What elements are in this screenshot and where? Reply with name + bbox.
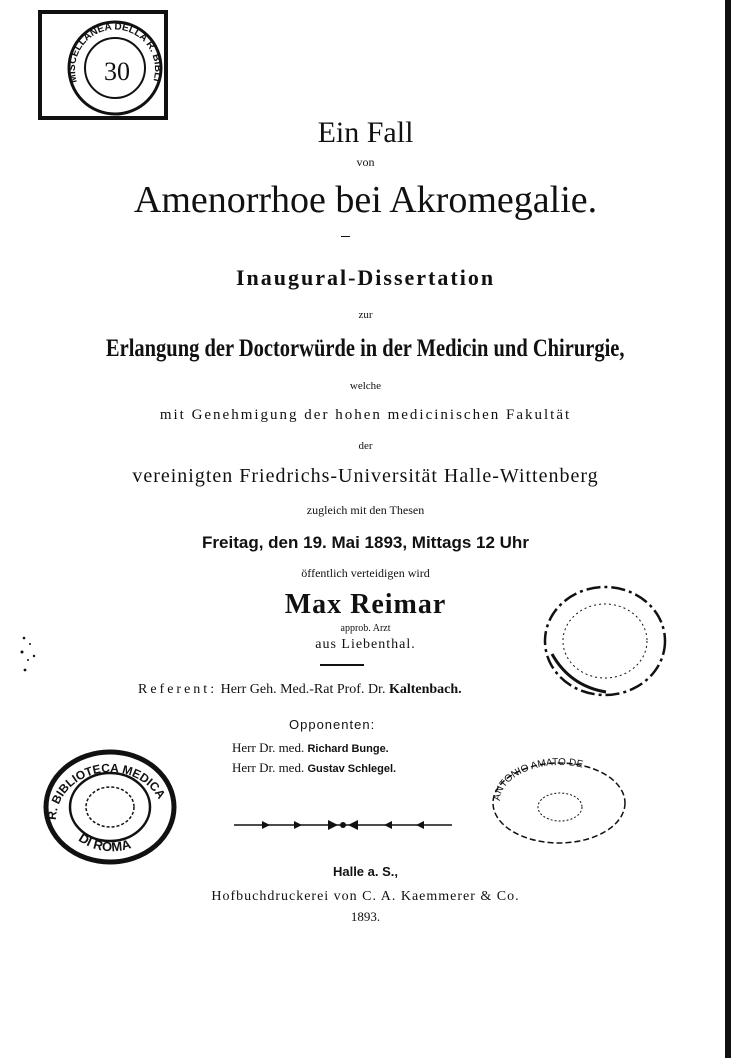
imprint-printer: Hofbuchdruckerei von C. A. Kaemmerer & Co. — [211, 889, 520, 904]
author-title: approb. Arzt — [340, 623, 391, 634]
scan-edge — [725, 0, 731, 1058]
svg-text:ANTONIO AMATO DE — [492, 757, 584, 802]
title-separator — [341, 236, 350, 237]
decorative-ornament — [232, 818, 454, 832]
main-title: Amenorrhoe bei Akromegalie. — [133, 179, 598, 221]
author-origin: aus Liebenthal. — [315, 637, 416, 652]
stamp-bottom-left-bottom-text: DI ROMA — [76, 830, 133, 855]
purpose-line: Erlangung der Doctorwürde in der Medicin und Chirurgie, — [106, 335, 625, 362]
author-separator — [320, 664, 364, 666]
library-stamp-bottom-left — [42, 748, 178, 866]
approval-line: mit Genehmigung der hohen medicinischen Fakultät — [159, 407, 572, 423]
svg-text:DI ROMA — [76, 830, 133, 854]
opponents-label: Opponenten: — [289, 717, 376, 732]
imprint-year: 1893. — [350, 909, 381, 924]
referent-line — [138, 683, 462, 697]
dissertation-heading: Inaugural-Dissertation — [235, 265, 496, 290]
scan-speckle — [16, 630, 40, 680]
title-line-1: Ein Fall — [317, 116, 414, 149]
theses-line: zugleich mit den Thesen — [306, 503, 425, 517]
date-line: Freitag, den 19. Mai 1893, Mittags 12 Uhr — [202, 533, 529, 552]
welche-text: welche — [349, 380, 382, 392]
opponent-2: Herr Dr. med. Gustav Schlegel. — [232, 760, 397, 775]
author-name: Max Reimar — [284, 589, 447, 620]
opponent-1: Herr Dr. med. Richard Bunge. — [232, 740, 389, 755]
university-line: vereinigten Friedrichs-Universität Halle-Wittenberg — [132, 465, 599, 487]
title-von: von — [356, 155, 375, 169]
referent-text: Herr Geh. Med.-Rat Prof. Dr. — [220, 682, 386, 697]
referent-label: Referent: — [138, 682, 218, 697]
der-text: der — [358, 440, 373, 452]
zur-text: zur — [358, 309, 373, 321]
svg-text:30: 30 — [104, 57, 130, 86]
stamp-right-lower — [488, 755, 630, 845]
stamp-bottom-left-top-text: R. BIBLIOTECA MEDICA — [44, 760, 169, 821]
stamp-right-lower-text: ANTONIO AMATO DE — [491, 756, 584, 802]
library-stamp-top-left — [33, 2, 168, 120]
imprint-place: Halle a. S., — [332, 864, 399, 879]
referent-name: Kaltenbach. — [388, 682, 462, 697]
defend-line: öffentlich verteidigen wird — [301, 566, 430, 580]
stamp-right-upper — [540, 582, 670, 700]
stamp-top-left-text: MISCELLANEA DELLA R. BIBLIOTECA MEDICA — [33, 2, 164, 84]
